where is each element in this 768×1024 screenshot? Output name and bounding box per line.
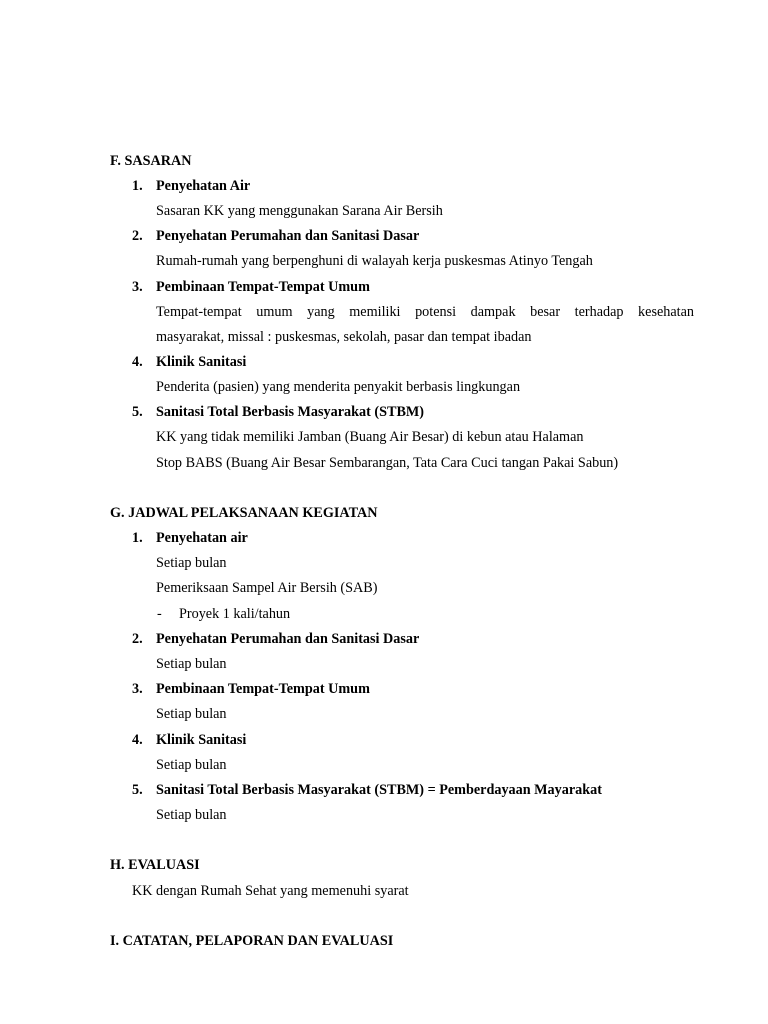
list-number: 4. [132,732,143,748]
list-item-title: Pembinaan Tempat-Tempat Umum [156,279,370,295]
list-item-title: Sanitasi Total Berbasis Masyarakat (STBM) = Pemberdayaan Mayarakat [156,782,602,798]
list-number: 2. [132,631,143,647]
list-item-title: Klinik Sanitasi [156,354,247,370]
list-item-title: Klinik Sanitasi [156,732,247,748]
section-heading-i: I. CATATAN, PELAPORAN DAN EVALUASI [110,933,394,949]
list-number: 1. [132,530,143,546]
list-number: 3. [132,681,143,697]
list-item-desc: Penderita (pasien) yang menderita penyakit berbasis lingkungan [156,379,521,395]
list-item-desc: Tempat-tempat umum yang memiliki potensi dampak besar terhadap kesehatan [156,304,694,320]
bullet-mark: - [157,606,162,622]
list-item-desc: Stop BABS (Buang Air Besar Sembarangan, Tata Cara Cuci tangan Pakai Sabun) [156,455,619,471]
list-item-desc: Setiap bulan [156,757,227,773]
list-number: 4. [132,354,143,370]
list-item-desc: KK yang tidak memiliki Jamban (Buang Air Besar) di kebun atau Halaman [156,429,584,445]
section-heading-f: F. SASARAN [110,153,192,169]
list-item-title: Penyehatan Air [156,178,251,194]
section-heading-g: G. JADWAL PELAKSANAAN KEGIATAN [110,505,378,521]
list-item-desc: Setiap bulan [156,706,227,722]
section-text-h: KK dengan Rumah Sehat yang memenuhi syarat [132,883,409,899]
bullet-text: Proyek 1 kali/tahun [179,606,291,622]
list-item-title: Sanitasi Total Berbasis Masyarakat (STBM) [156,404,425,420]
section-heading-h: H. EVALUASI [110,857,200,873]
list-item-desc: Setiap bulan [156,656,227,672]
list-item-title: Pembinaan Tempat-Tempat Umum [156,681,370,697]
list-item-title: Penyehatan Perumahan dan Sanitasi Dasar [156,228,420,244]
list-number: 1. [132,178,143,194]
list-item-desc: masyarakat, missal : puskesmas, sekolah, pasar dan tempat ibadan [156,329,532,345]
list-number: 3. [132,279,143,295]
list-item-desc: Sasaran KK yang menggunakan Sarana Air Bersih [156,203,443,219]
list-item-desc: Pemeriksaan Sampel Air Bersih (SAB) [156,580,378,596]
list-item-desc: Setiap bulan [156,807,227,823]
list-number: 5. [132,404,143,420]
list-item-desc: Rumah-rumah yang berpenghuni di walayah kerja puskesmas Atinyo Tengah [156,253,593,269]
list-item-title: Penyehatan Perumahan dan Sanitasi Dasar [156,631,420,647]
list-item-desc: Setiap bulan [156,555,227,571]
list-item-title: Penyehatan air [156,530,248,546]
list-number: 2. [132,228,143,244]
list-number: 5. [132,782,143,798]
